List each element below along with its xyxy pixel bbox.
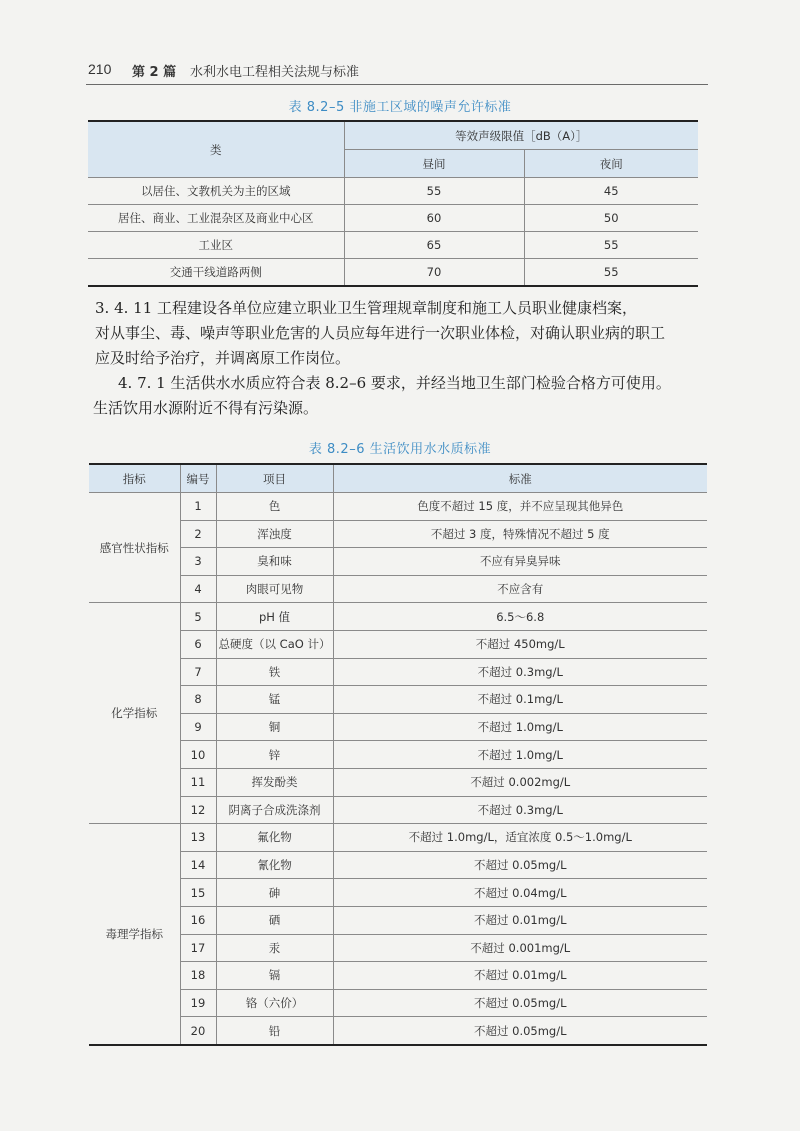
standard-cell: 不超过 0.3mg/L <box>333 796 707 824</box>
item-cell: 色 <box>216 493 333 521</box>
item-cell: pH 值 <box>216 603 333 631</box>
number-cell: 9 <box>180 713 216 741</box>
item-cell: 汞 <box>216 934 333 962</box>
number-cell: 13 <box>180 824 216 852</box>
table-row <box>88 232 698 259</box>
item-cell: 氰化物 <box>216 851 333 879</box>
col-header-standard: 标准 <box>333 464 707 493</box>
item-cell: 铬（六价） <box>216 989 333 1017</box>
day-cell: 70 <box>344 259 524 287</box>
standard-cell: 不超过 1.0mg/L <box>333 713 707 741</box>
running-header <box>86 61 706 83</box>
number-cell: 12 <box>180 796 216 824</box>
table-row <box>88 205 698 232</box>
item-cell: 锰 <box>216 686 333 714</box>
table1-caption: 表 8.2–5 非施工区域的噪声允许标准 <box>288 100 512 115</box>
table-row <box>88 178 698 205</box>
item-cell: 铜 <box>216 713 333 741</box>
item-cell: 浑浊度 <box>216 520 333 548</box>
col-header-item: 项目 <box>216 464 333 493</box>
category-cell: 以居住、文教机关为主的区域 <box>88 178 344 205</box>
category-cell: 工业区 <box>88 232 344 259</box>
number-cell: 6 <box>180 630 216 658</box>
standard-cell: 不超过 0.01mg/L <box>333 962 707 990</box>
item-cell: 硒 <box>216 906 333 934</box>
standard-cell: 不超过 0.05mg/L <box>333 1017 707 1045</box>
header-rule <box>86 84 708 85</box>
paragraph-3-4-11-line3: 应及时给予治疗，并调离原工作岗位。 <box>95 349 351 367</box>
group-sensory: 感官性状指标 <box>89 493 180 603</box>
number-cell: 18 <box>180 962 216 990</box>
standard-cell: 不超过 0.1mg/L <box>333 686 707 714</box>
standard-cell: 色度不超过 15 度，并不应呈现其他异色 <box>333 493 707 521</box>
standard-cell: 6.5～6.8 <box>333 603 707 631</box>
number-cell: 7 <box>180 658 216 686</box>
number-cell: 10 <box>180 741 216 769</box>
part-label: 第 2 篇 <box>132 65 177 80</box>
group-chemical: 化学指标 <box>89 603 180 824</box>
paragraph-3-4-11-line2: 对从事尘、毒、噪声等职业危害的人员应每年进行一次职业体检，对确认职业病的职工 <box>95 324 666 342</box>
standard-cell: 不超过 0.05mg/L <box>333 989 707 1017</box>
col-header-indicator: 指标 <box>89 464 180 493</box>
item-cell: 肉眼可见物 <box>216 575 333 603</box>
item-cell: 总硬度（以 CaO 计） <box>216 630 333 658</box>
number-cell: 5 <box>180 603 216 631</box>
item-cell: 阴离子合成洗涤剂 <box>216 796 333 824</box>
item-cell: 铅 <box>216 1017 333 1045</box>
standard-cell: 不应有异臭异味 <box>333 548 707 576</box>
item-cell: 臭和味 <box>216 548 333 576</box>
standard-cell: 不超过 0.001mg/L <box>333 934 707 962</box>
number-cell: 3 <box>180 548 216 576</box>
standard-cell: 不超过 0.3mg/L <box>333 658 707 686</box>
night-cell: 50 <box>524 205 698 232</box>
day-cell: 65 <box>344 232 524 259</box>
standard-cell: 不超过 1.0mg/L <box>333 741 707 769</box>
standard-cell: 不超过 1.0mg/L，适宜浓度 0.5～1.0mg/L <box>333 824 707 852</box>
number-cell: 15 <box>180 879 216 907</box>
table-row <box>88 259 698 287</box>
standard-cell: 不超过 0.01mg/L <box>333 906 707 934</box>
col-header-limit: 等效声级限值［dB（A）］ <box>344 121 698 150</box>
standard-cell: 不超过 0.05mg/L <box>333 851 707 879</box>
standard-cell: 不超过 0.04mg/L <box>333 879 707 907</box>
item-cell: 挥发酚类 <box>216 768 333 796</box>
night-cell: 55 <box>524 232 698 259</box>
item-cell: 镉 <box>216 962 333 990</box>
day-cell: 60 <box>344 205 524 232</box>
night-cell: 55 <box>524 259 698 287</box>
number-cell: 20 <box>180 1017 216 1045</box>
paragraph-4-7-1-line2: 生活饮用水源附近不得有污染源。 <box>93 399 319 417</box>
col-header-day: 昼间 <box>344 150 524 178</box>
item-cell: 氟化物 <box>216 824 333 852</box>
item-cell: 铁 <box>216 658 333 686</box>
col-header-category: 类 <box>88 121 344 178</box>
number-cell: 14 <box>180 851 216 879</box>
category-cell: 居住、商业、工业混杂区及商业中心区 <box>88 205 344 232</box>
number-cell: 1 <box>180 493 216 521</box>
standard-cell: 不超过 450mg/L <box>333 630 707 658</box>
number-cell: 11 <box>180 768 216 796</box>
water-quality-table <box>89 463 707 1046</box>
number-cell: 4 <box>180 575 216 603</box>
col-header-number: 编号 <box>180 464 216 493</box>
table2-caption: 表 8.2–6 生活饮用水水质标准 <box>308 442 492 457</box>
col-header-night: 夜间 <box>524 150 698 178</box>
number-cell: 16 <box>180 906 216 934</box>
standard-cell: 不应含有 <box>333 575 707 603</box>
group-toxic: 毒理学指标 <box>89 824 180 1045</box>
item-cell: 砷 <box>216 879 333 907</box>
paragraph-3-4-11-line1: 3. 4. 11 工程建设各单位应建立职业卫生管理规章制度和施工人员职业健康档案， <box>95 299 638 317</box>
standard-cell: 不超过 0.002mg/L <box>333 768 707 796</box>
number-cell: 8 <box>180 686 216 714</box>
noise-standard-table <box>88 120 698 287</box>
part-title: 水利水电工程相关法规与标准 <box>190 65 360 80</box>
body-text <box>95 296 715 421</box>
standard-cell: 不超过 3 度，特殊情况不超过 5 度 <box>333 520 707 548</box>
category-cell: 交通干线道路两侧 <box>88 259 344 287</box>
number-cell: 19 <box>180 989 216 1017</box>
number-cell: 17 <box>180 934 216 962</box>
night-cell: 45 <box>524 178 698 205</box>
day-cell: 55 <box>344 178 524 205</box>
page-number: 210 <box>88 61 112 77</box>
paragraph-4-7-1-line1: 4. 7. 1 生活供水水质应符合表 8.2–6 要求，并经当地卫生部门检验合格方可使用。 <box>118 374 671 392</box>
number-cell: 2 <box>180 520 216 548</box>
item-cell: 锌 <box>216 741 333 769</box>
